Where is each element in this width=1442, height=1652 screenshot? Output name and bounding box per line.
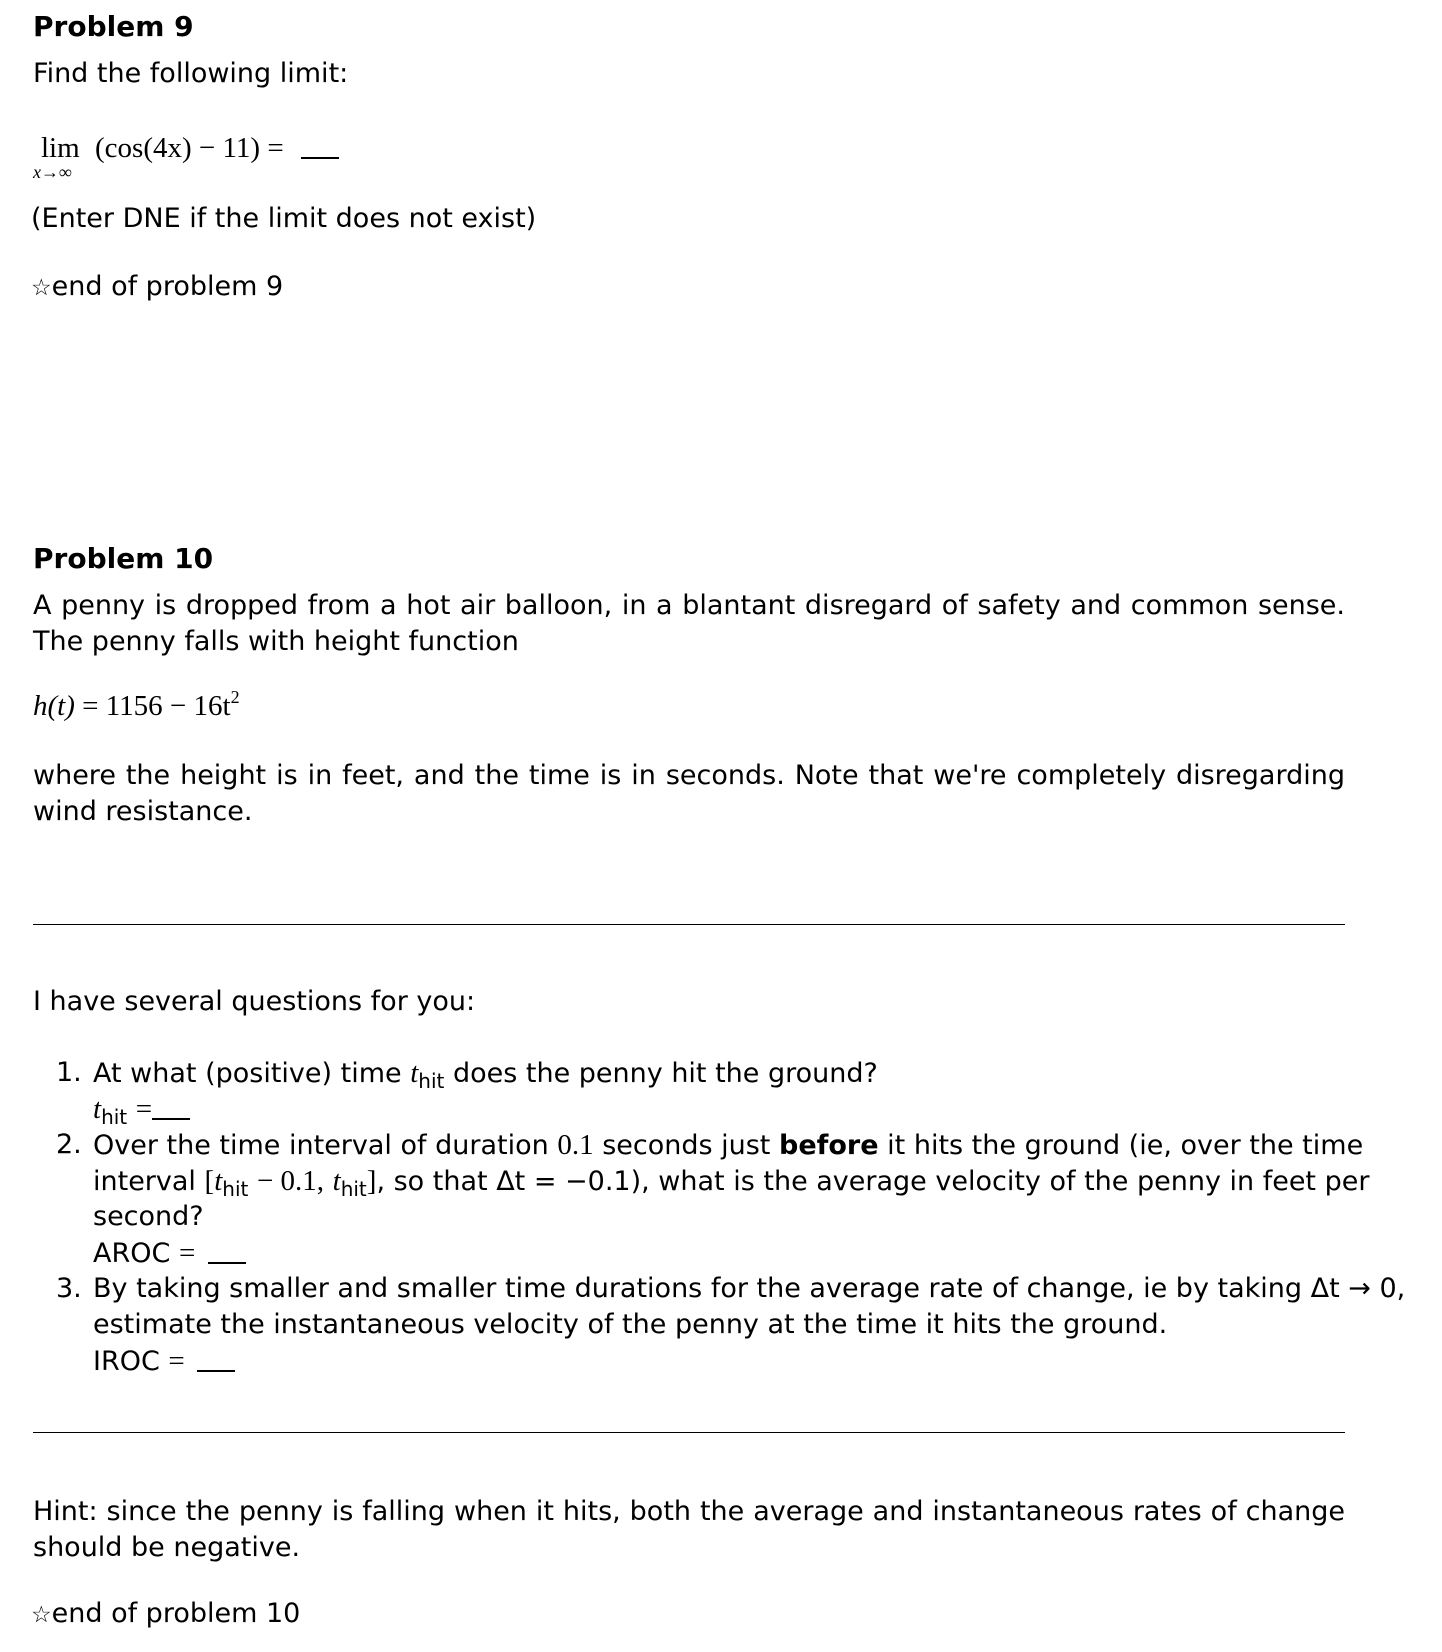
q3-line1: By taking smaller and smaller time durations for the average rate of change, ie by taking Δt → 0,: [93, 1273, 1406, 1304]
q3-answer: IROC =: [93, 1345, 235, 1378]
q2-line3: second?: [93, 1201, 204, 1232]
q2-line1: Over the time interval of duration 0.1 seconds just before it hits the ground (ie, over the time: [93, 1129, 1364, 1161]
lim-subscript: x→∞: [33, 162, 72, 182]
answer-blank-limit[interactable]: [301, 156, 339, 159]
end-label: end of problem 10: [51, 1598, 301, 1629]
function-lhs: h(t): [33, 690, 75, 722]
units-note: where the height is in feet, and the time is in seconds. Note that we're completely disregarding wind resistance.: [33, 760, 1345, 827]
q1-number: 1.: [56, 1057, 82, 1088]
divider: [33, 1432, 1345, 1433]
answer-blank-iroc[interactable]: [197, 1369, 235, 1372]
limit-body: (cos(4x) − 11) =: [95, 132, 284, 164]
end-label: end of problem 9: [51, 271, 284, 302]
divider: [33, 924, 1345, 925]
q2-number: 2.: [56, 1129, 82, 1160]
answer-blank-aroc[interactable]: [208, 1261, 246, 1264]
q3-line2: estimate the instantaneous velocity of the penny at the time it hits the ground.: [93, 1309, 1168, 1340]
problem-10-heading: Problem 10: [33, 542, 214, 575]
height-function: [33, 687, 240, 723]
star-icon: ☆: [31, 1602, 52, 1628]
problem-9-intro: Find the following limit:: [33, 58, 349, 89]
lim-operator: lim: [41, 132, 80, 164]
function-rhs: = 1156 − 16t: [82, 690, 231, 722]
questions-intro: I have several questions for you:: [33, 986, 476, 1017]
q2-answer: AROC =: [93, 1237, 246, 1270]
q2-line2: interval [$t_{hit} - 0.1$, $t_{hit}$], so that Δt = −0.1), what is the average velocity of the penny in feet per: [93, 1165, 1370, 1201]
hint: Hint: since the penny is falling when it hits, both the average and instantaneous rates of change should be negative.: [33, 1496, 1345, 1563]
answer-blank-thit[interactable]: [152, 1117, 190, 1120]
q3-number: 3.: [56, 1273, 82, 1304]
problem-9-note: (Enter DNE if the limit does not exist): [31, 203, 537, 234]
function-exponent: 2: [230, 687, 240, 707]
q1-answer: $t_{hit}$ =: [93, 1093, 190, 1126]
problem-9-heading: Problem 9: [33, 10, 194, 43]
problem-10-intro: A penny is dropped from a hot air balloon, in a blantant disregard of safety and common sense. The penny falls with height function: [33, 590, 1345, 657]
problem-9-end: [31, 271, 283, 302]
q1-text: At what (positive) time $t_{hit}$ does the penny hit the ground?: [93, 1057, 878, 1093]
problem-10-end: [31, 1598, 300, 1629]
star-icon: ☆: [31, 275, 52, 301]
